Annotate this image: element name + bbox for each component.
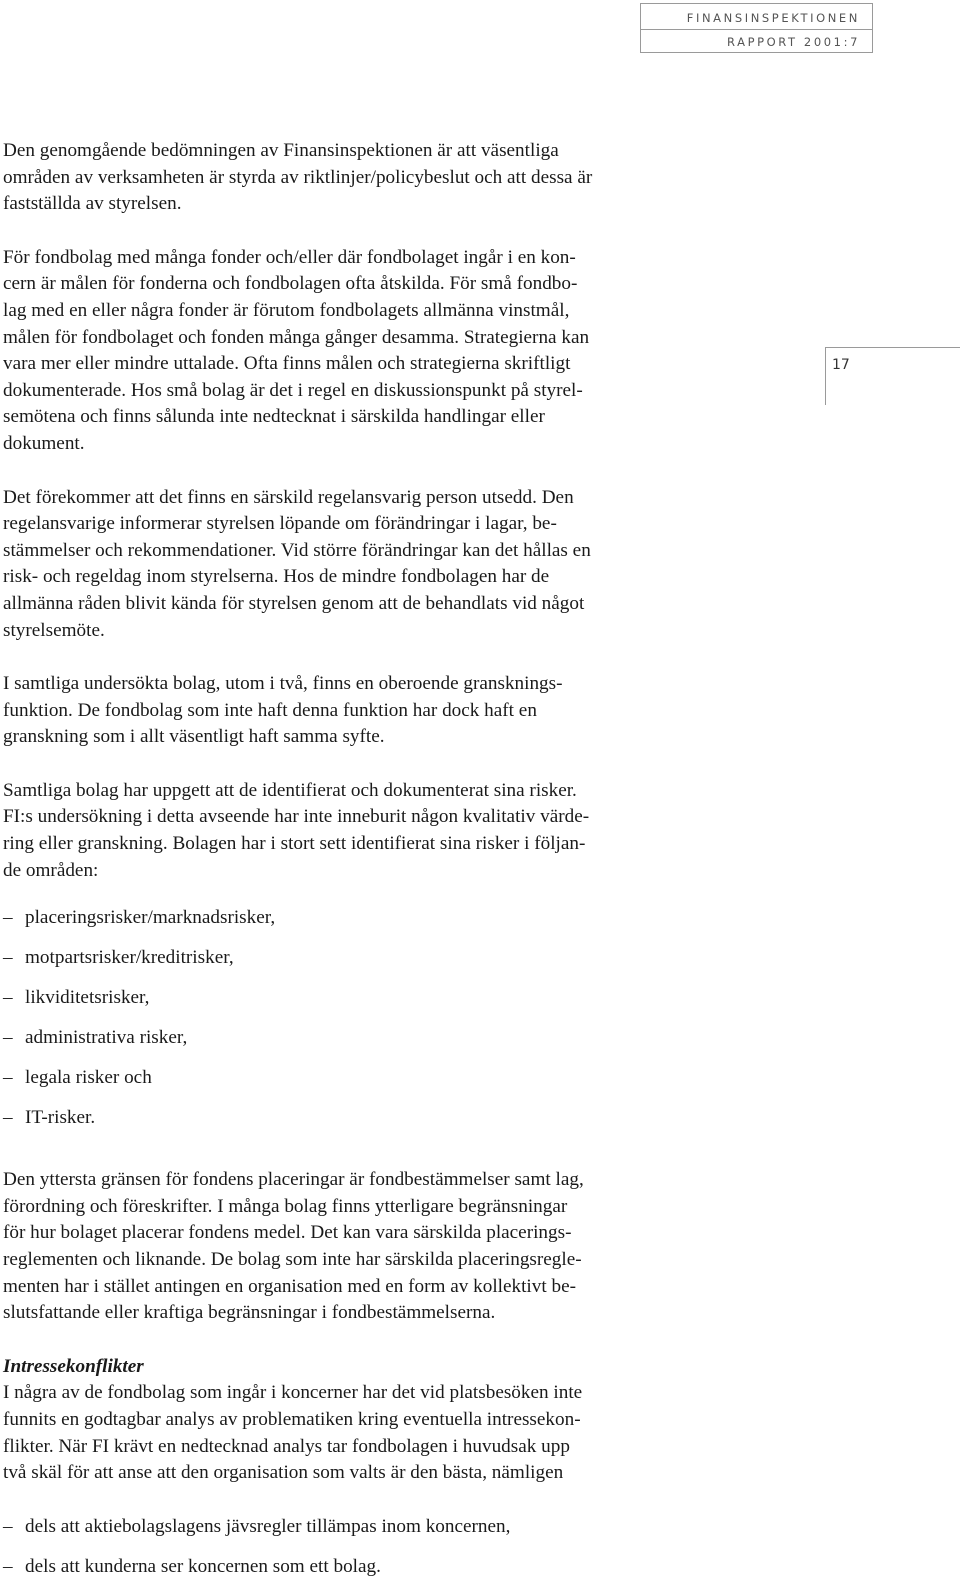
risk-list: [3, 905, 703, 1145]
text-line: granskning som i allt väsentligt haft samma syfte.: [3, 726, 385, 748]
header-divider: [641, 29, 872, 30]
page-number: 17: [832, 357, 850, 373]
list-item-text: dels att aktiebolagslagens jävsregler tillämpas inom koncernen,: [25, 1515, 511, 1537]
text-line: Det förekommer att det finns en särskild regelansvarig person utsedd. Den: [3, 486, 574, 508]
list-item: [3, 1105, 703, 1145]
list-item: [3, 1514, 703, 1554]
dash-bullet: –: [3, 1027, 13, 1049]
text-line: Den yttersta gränsen för fondens placeringar är fondbestämmelser samt lag,: [3, 1169, 584, 1191]
dash-bullet: –: [3, 1107, 13, 1129]
list-item: [3, 1025, 703, 1065]
text-line: två skäl för att anse att den organisation som valts är den bästa, nämligen: [3, 1462, 564, 1484]
text-line: ring eller granskning. Bolagen har i stort sett identifierat sina risker i följan-: [3, 833, 586, 855]
text-line: de områden:: [3, 859, 99, 881]
text-line: flikter. När FI krävt en nedtecknad analys tar fondbolagen i huvudsak upp: [3, 1435, 570, 1457]
dash-bullet: –: [3, 907, 13, 929]
paragraph-audit: [3, 671, 703, 751]
text-line: lag med en eller några fonder är förutom fondbolagets allmänna vinstmål,: [3, 299, 570, 321]
paragraph-compliance: [3, 485, 703, 645]
text-line: stämmelser och rekommendationer. Vid större förändringar kan det hållas en: [3, 539, 591, 561]
text-line: I några av de fondbolag som ingår i koncerner har det vid platsbesöken inte: [3, 1382, 583, 1404]
text-line: funktion. De fondbolag som inte haft denna funktion har dock haft en: [3, 699, 537, 721]
list-item-text: administrativa risker,: [25, 1027, 188, 1049]
dash-bullet: –: [3, 947, 13, 969]
text-line: Den genomgående bedömningen av Finansinspektionen är att väsentliga: [3, 140, 559, 161]
text-line: cern är målen för fonderna och fondbolagen ofta åtskilda. För små fondbo-: [3, 273, 578, 295]
text-line: FI:s undersökning i detta avseende har inte inneburit någon kvalitativ värde-: [3, 806, 590, 828]
text-line: förordning och föreskrifter. I många bolag finns ytterligare begränsningar: [3, 1195, 568, 1217]
body-text: [3, 138, 703, 1594]
paragraph-risks: [3, 778, 703, 884]
list-item-text: likviditetsrisker,: [25, 987, 150, 1009]
header-report: RAPPORT 2001:7: [726, 35, 860, 49]
text-line: fastställda av styrelsen.: [3, 193, 182, 215]
dash-bullet: –: [3, 1067, 13, 1089]
paragraph-governance: [3, 138, 703, 218]
text-line: semötena och finns sålunda inte nedtecknat i särskilda handlingar eller: [3, 406, 545, 428]
list-item-text: motpartsrisker/kreditrisker,: [25, 947, 234, 969]
text-line: styrelsemöte.: [3, 619, 105, 641]
dash-bullet: –: [3, 1515, 13, 1537]
page-corner-rule: [825, 347, 960, 405]
page-number-marker: [825, 347, 960, 405]
text-line: områden av verksamheten är styrda av riktlinjer/policybeslut och att dessa är: [3, 166, 593, 188]
list-item-text: IT-risker.: [25, 1107, 96, 1129]
list-item: [3, 1554, 703, 1594]
list-item-text: dels att kunderna ser koncernen som ett bolag.: [25, 1555, 381, 1577]
text-line: allmänna råden blivit kända för styrelsen genom att de behandlats vid något: [3, 592, 585, 614]
report-header: [640, 3, 873, 53]
text-line: För fondbolag med många fonder och/eller där fondbolaget ingår i en kon-: [3, 246, 576, 268]
text-line: vara mer eller mindre uttalade. Ofta finns målen och strategierna skriftligt: [3, 353, 571, 375]
text-line: dokument.: [3, 432, 85, 454]
text-line: reglementen och liknande. De bolag som inte har särskilda placeringsregle-: [3, 1249, 582, 1271]
text-line: målen för fondbolaget och fonden många gånger desamma. Strategierna kan: [3, 326, 590, 348]
dash-bullet: –: [3, 1555, 13, 1577]
list-item-text: placeringsrisker/marknadsrisker,: [25, 907, 276, 929]
list-item: [3, 1065, 703, 1105]
section-conflicts: [3, 1354, 703, 1594]
dash-bullet: –: [3, 987, 13, 1009]
paragraph-conflicts: [3, 1380, 703, 1486]
text-line: Samtliga bolag har uppgett att de identifierat och dokumenterat sina risker.: [3, 779, 577, 801]
text-line: slutsfattande eller kraftiga begränsningar i fondbestämmelserna.: [3, 1302, 496, 1324]
list-item: [3, 905, 703, 945]
paragraph-limits: [3, 1167, 703, 1327]
list-item-text: legala risker och: [25, 1067, 152, 1089]
text-line: menten har i stället antingen en organisation med en form av kollektivt be-: [3, 1275, 576, 1297]
paragraph-goals: [3, 245, 703, 458]
header-org: FINANSINSPEKTIONEN: [686, 11, 860, 25]
text-line: funnits en godtagbar analys av problematiken kring eventuella intressekon-: [3, 1409, 581, 1430]
list-item: [3, 985, 703, 1025]
text-line: dokumenterade. Hos små bolag är det i regel en diskussionspunkt på styrel-: [3, 379, 583, 401]
text-line: för hur bolaget placerar fondens medel. Det kan vara särskilda placerings-: [3, 1222, 572, 1244]
list-item: [3, 945, 703, 985]
conflict-reasons-list: [3, 1514, 703, 1594]
section-heading: Intressekonflikter: [3, 1355, 144, 1377]
text-line: regelansvarige informerar styrelsen löpande om förändringar i lagar, be-: [3, 513, 557, 535]
text-line: risk- och regeldag inom styrelserna. Hos de mindre fondbolagen har de: [3, 566, 550, 588]
text-line: I samtliga undersökta bolag, utom i två, finns en oberoende gransknings-: [3, 673, 563, 695]
